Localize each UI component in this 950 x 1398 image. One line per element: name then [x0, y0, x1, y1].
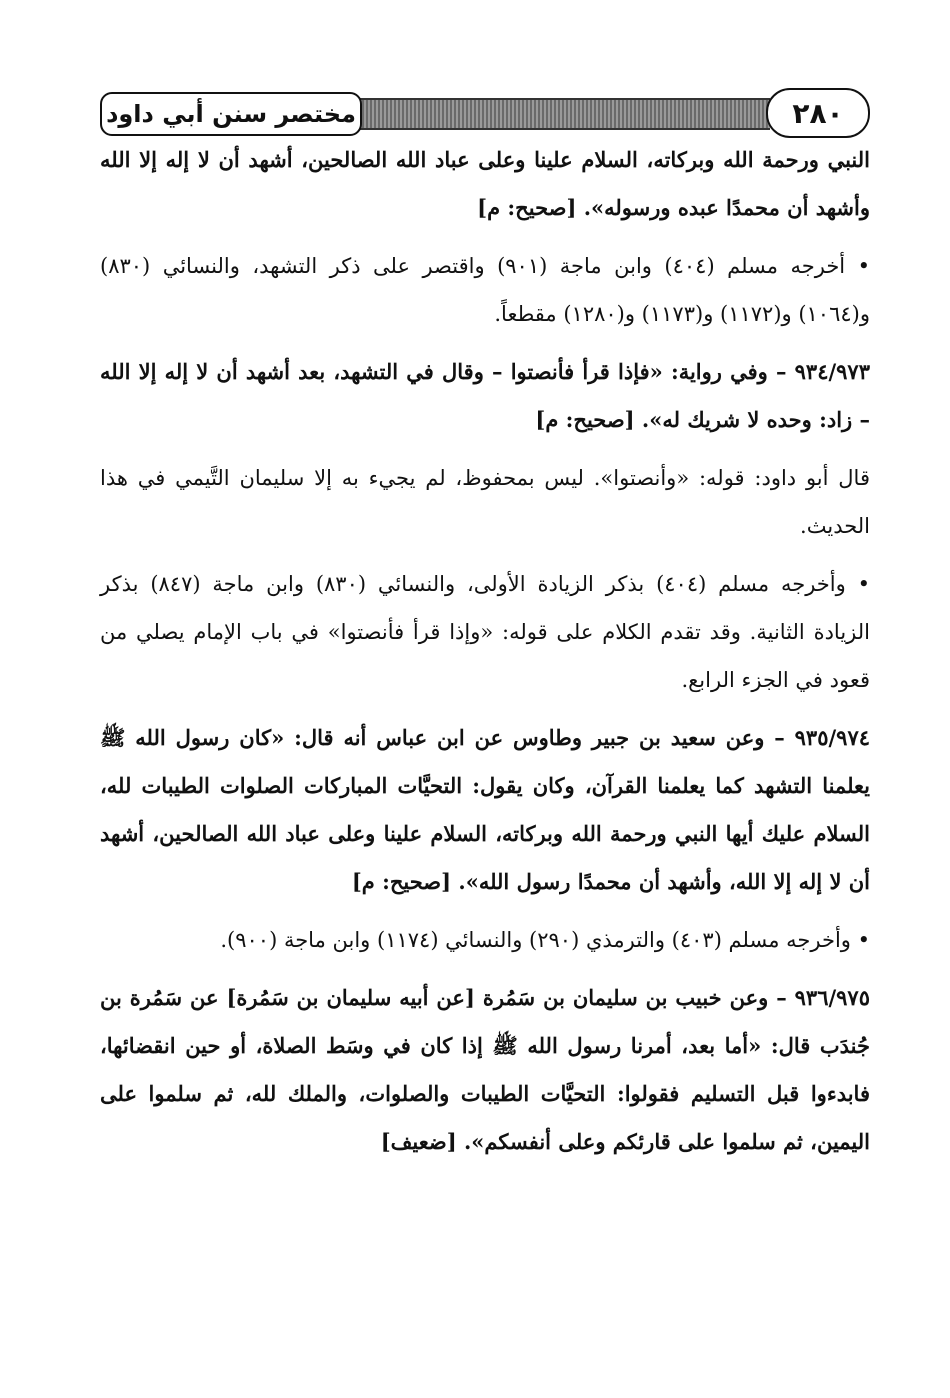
- hadith-974: [100, 714, 870, 906]
- takhrij-note: [100, 242, 870, 338]
- paragraph-text: قال أبو داود: قوله: «وأنصتوا». ليس بمحفوظ، لم يجيء به إلا سليمان التَّيمي في هذا الحديث.: [100, 466, 870, 538]
- hadith-number: ٩٣٦/٩٧٥: [794, 985, 870, 1010]
- paragraph-text: – وفي رواية: «فإذا قرأ فأنصتوا – وقال في التشهد، بعد أشهد أن لا إله إلا الله – زاد: وحده لا شريك له». [صحيح: م]: [100, 359, 870, 432]
- hadith-continuation: [100, 136, 870, 232]
- book-title: مختصر سنن أبي داود: [100, 92, 362, 136]
- hadith-number: ٩٣٥/٩٧٤: [794, 725, 871, 750]
- paragraph-text: • وأخرجه مسلم (٤٠٣) والترمذي (٢٩٠) والنسائي (١١٧٤) وابن ماجة (٩٠٠).: [220, 928, 870, 952]
- page-header: [100, 88, 870, 138]
- page-body: [100, 136, 870, 1176]
- paragraph-text: النبي ورحمة الله وبركاته، السلام علينا وعلى عباد الله الصالحين، أشهد أن لا إله إلا الله وأشهد أن محمدًا عبده ورسوله». [صحيح: م]: [100, 147, 870, 220]
- paragraph-text: • وأخرجه مسلم (٤٠٤) بذكر الزيادة الأولى، والنسائي (٨٣٠) وابن ماجة (٨٤٧) بذكر الزيادة الثانية. وقد تقدم الكلام على قوله: «وإذا قرأ فأنصتوا» في باب الإمام يصلي من قعود في الجزء الرابع.: [100, 572, 870, 692]
- paragraph-text: – وعن خبيب بن سليمان بن سَمُرة [عن أبيه سليمان بن سَمُرة] عن سَمُرة بن جُندَب قال: «أما بعد، أمرنا رسول الله ﷺ إذا كان في وسَط الصلاة، أو حين انقضائها، فابدءوا قبل التسليم فقولوا: التحيَّات الطيبات والصلوات، والملك لله، ثم سلموا على اليمين، ثم سلموا على قارئكم وعلى أنفسكم». [ضعيف]: [100, 985, 870, 1154]
- paragraph-text: • أخرجه مسلم (٤٠٤) وابن ماجة (٩٠١) واقتصر على ذكر التشهد، والنسائي (٨٣٠) و(١٠٦٤) و(١١٧٢) و(١١٧٣) و(١٢٨٠) مقطعاً.: [100, 254, 870, 326]
- hadith-975: [100, 974, 870, 1166]
- hadith-973: [100, 348, 870, 444]
- takhrij-note: [100, 560, 870, 704]
- abu-dawud-comment: [100, 454, 870, 550]
- paragraph-text: – وعن سعيد بن جبير وطاوس عن ابن عباس أنه قال: «كان رسول الله ﷺ يعلمنا التشهد كما يعلمنا القرآن، وكان يقول: التحيَّات المباركات الصلوات الطيبات لله، السلام عليك أيها النبي ورحمة الله وبركاته، السلام علينا وعلى عباد الله الصالحين، أشهد أن لا إله إلا الله، وأشهد أن محمدًا رسول الله». [صحيح: م]: [100, 725, 870, 894]
- takhrij-note: [100, 916, 870, 964]
- page-number: ٢٨٠: [766, 88, 870, 138]
- hadith-number: ٩٣٤/٩٧٣: [794, 359, 870, 384]
- header-decorative-bar: [350, 98, 770, 130]
